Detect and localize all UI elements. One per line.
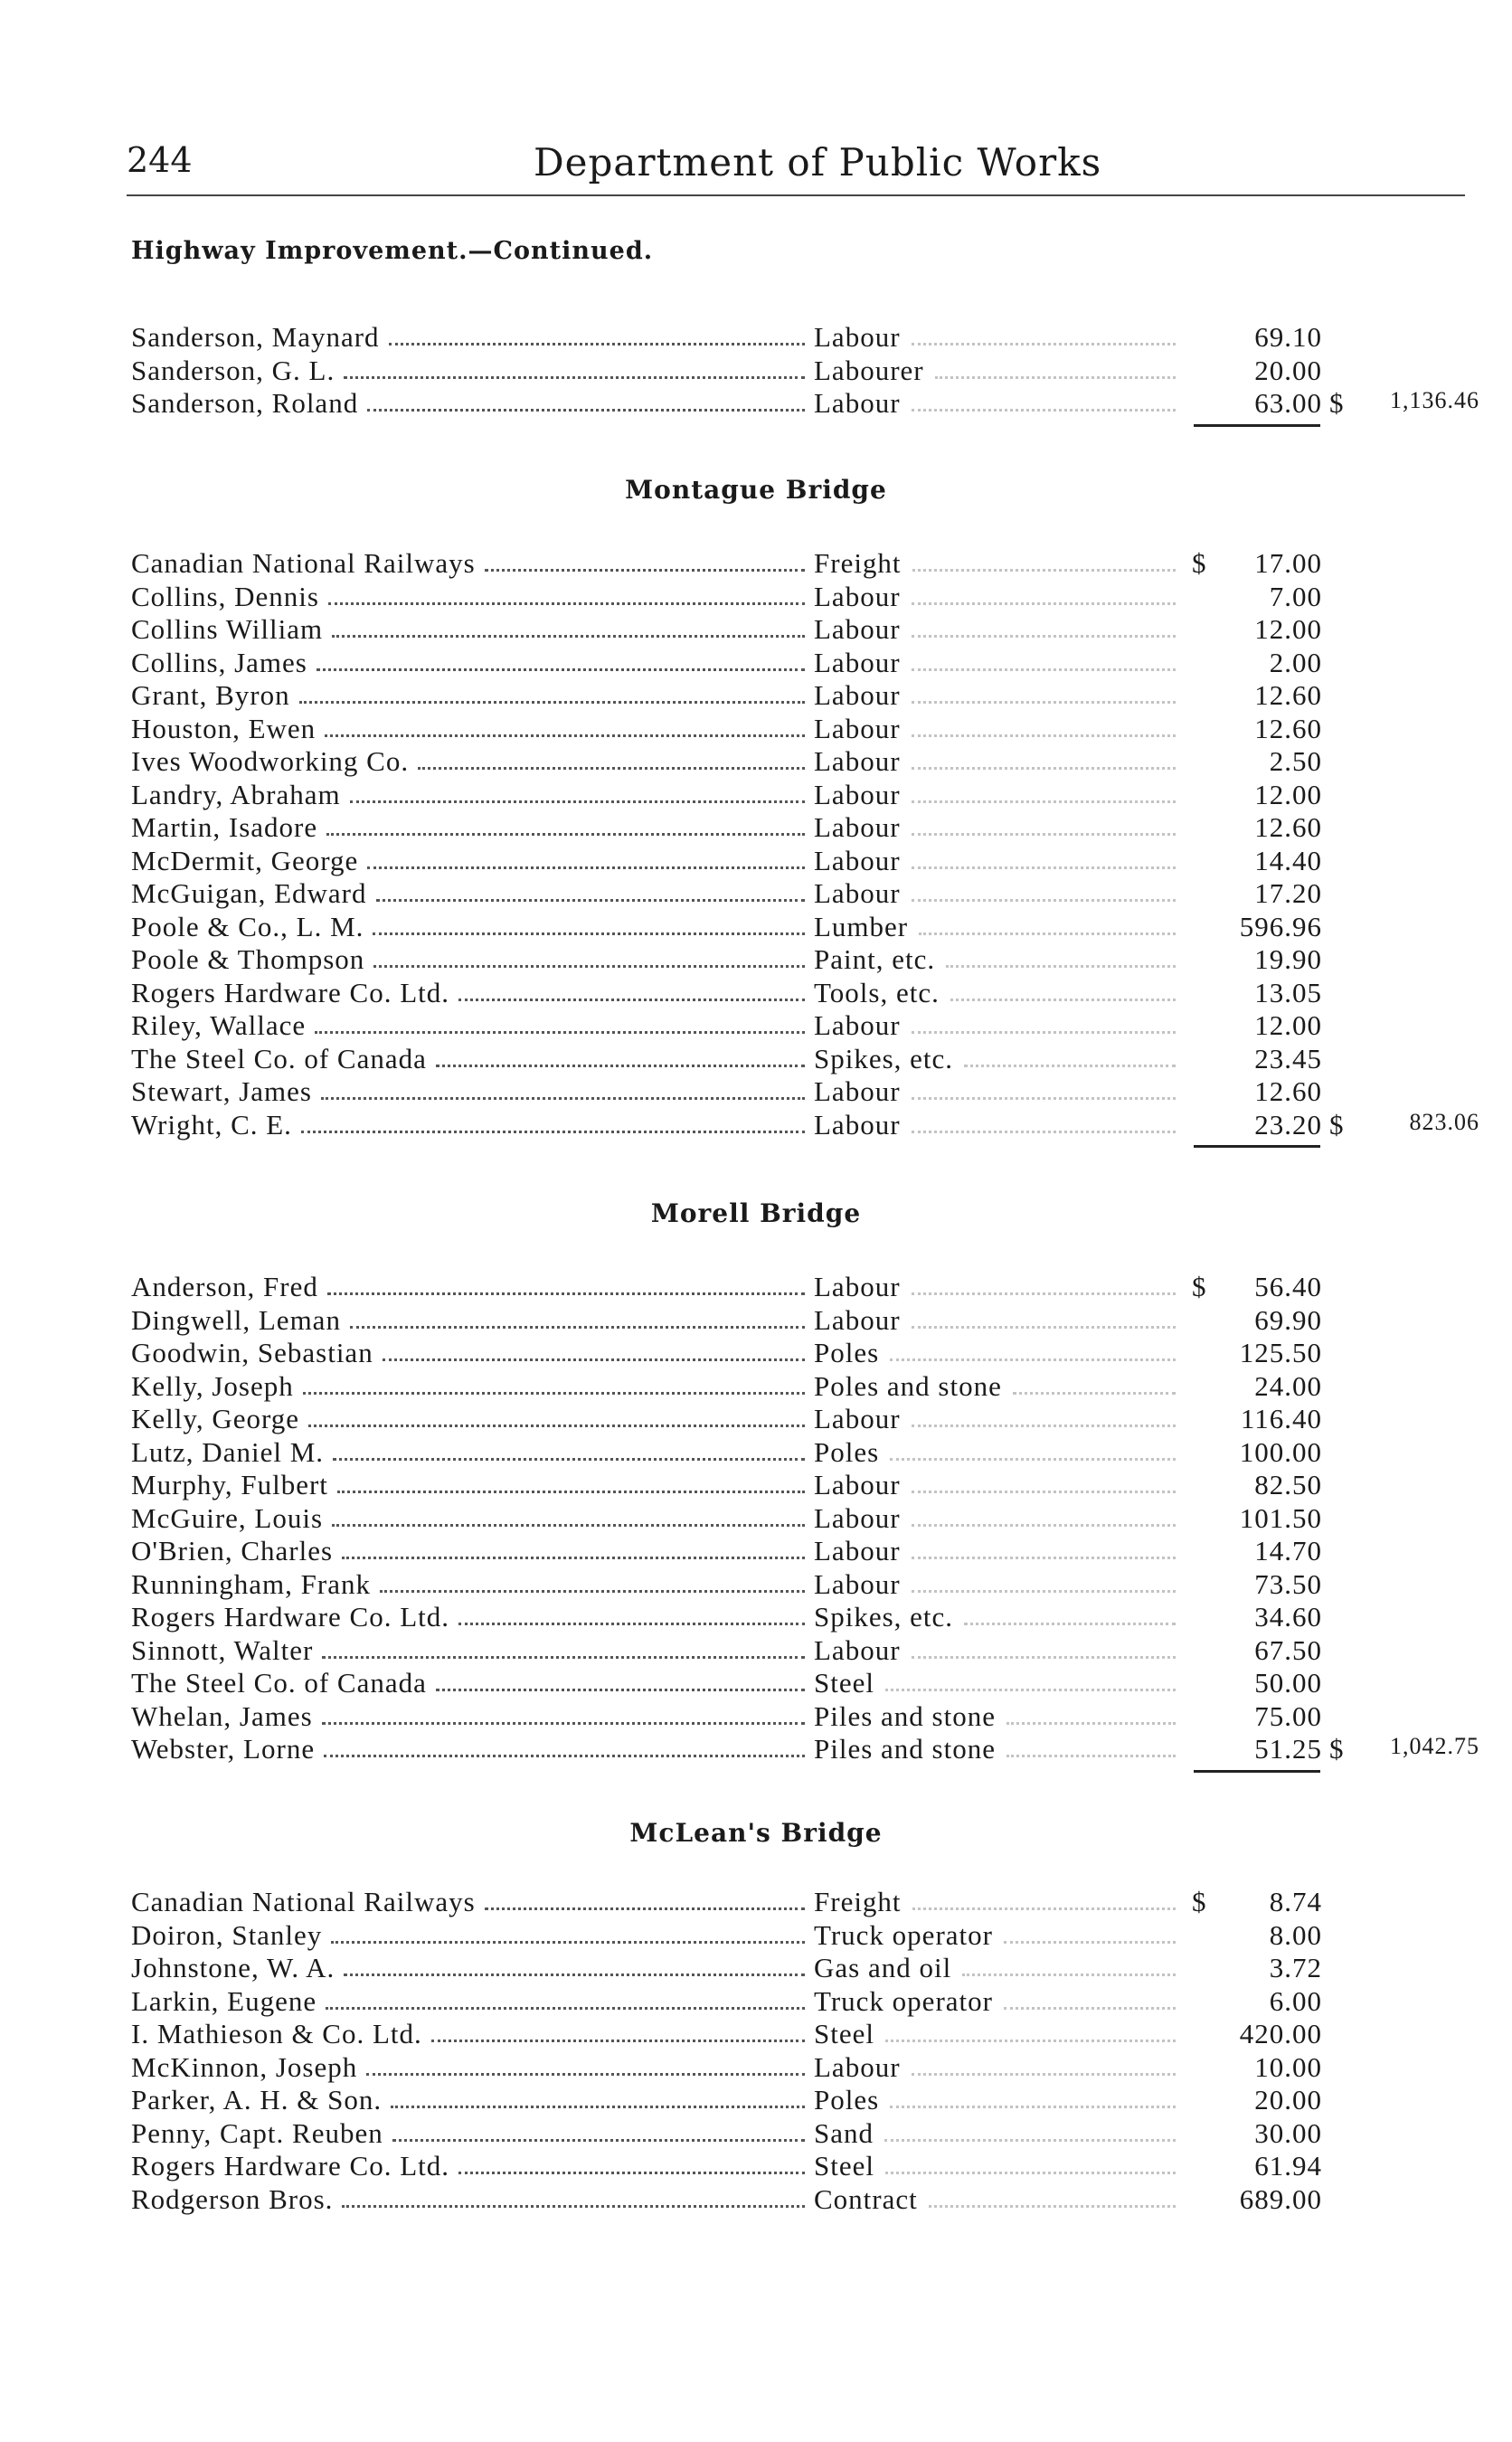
dot-leader xyxy=(885,2172,1176,2174)
page-number: 244 xyxy=(127,140,193,180)
dot-leader xyxy=(885,2040,1176,2042)
total-rule xyxy=(1194,424,1320,427)
dot-leader xyxy=(303,1392,805,1395)
section-total: 1,042.75 xyxy=(1390,1733,1479,1759)
payee-name: McDermit, George xyxy=(131,844,359,876)
dot-leader xyxy=(344,376,805,379)
ledger-row xyxy=(0,321,1512,354)
amount-value: 125.50 xyxy=(1239,1337,1322,1368)
amount-value: 12.60 xyxy=(1254,712,1322,744)
expense-item: Labour xyxy=(814,646,901,678)
ledger-row xyxy=(0,647,1512,679)
ledger-row xyxy=(0,1403,1512,1435)
ledger-row xyxy=(0,2117,1512,2150)
payee-name: Rogers Hardware Co. Ltd. xyxy=(131,2150,449,2182)
expense-item: Labour xyxy=(814,1535,901,1566)
expense-item: Labour xyxy=(814,387,901,419)
dot-leader xyxy=(333,1458,805,1461)
payee-name: Johnstone, W. A. xyxy=(131,1952,335,1983)
amount-value: 14.70 xyxy=(1254,1535,1322,1566)
amount-value: 20.00 xyxy=(1254,2084,1322,2115)
section-title: Montague Bridge xyxy=(625,475,887,505)
dot-leader xyxy=(912,1131,1176,1133)
ledger-row xyxy=(0,1634,1512,1667)
amount-value: 12.60 xyxy=(1254,811,1322,843)
expense-item: Spikes, etc. xyxy=(814,1042,954,1074)
dot-leader xyxy=(344,1973,805,1976)
ledger-row xyxy=(0,1535,1512,1567)
dot-leader xyxy=(325,734,805,737)
payee-name: The Steel Co. of Canada xyxy=(131,1667,427,1699)
running-title: Department of Public Works xyxy=(534,140,1102,185)
payee-name: Poole & Co., L. M. xyxy=(131,910,364,942)
ledger-row xyxy=(0,1700,1512,1733)
amount-value: 73.50 xyxy=(1254,1567,1322,1600)
dot-leader xyxy=(332,1524,805,1527)
amount-value: 24.00 xyxy=(1254,1369,1322,1402)
payee-name: Sanderson, G. L. xyxy=(131,354,335,386)
dot-leader xyxy=(912,800,1176,803)
dot-leader xyxy=(912,1656,1176,1659)
dot-leader xyxy=(890,2106,1176,2108)
payee-name: Dingwell, Leman xyxy=(131,1303,341,1336)
expense-item: Labour xyxy=(814,778,901,810)
dot-leader xyxy=(317,668,805,671)
ledger-row xyxy=(0,2183,1512,2216)
amount-value: 14.40 xyxy=(1254,844,1322,876)
currency-symbol: $ xyxy=(1192,1886,1207,1917)
expense-item: Poles xyxy=(814,2084,880,2115)
expense-item: Labour xyxy=(814,1501,901,1534)
dot-leader xyxy=(458,2172,805,2174)
payee-name: McGuigan, Edward xyxy=(131,877,367,909)
amount-value: 63.00 xyxy=(1254,387,1322,419)
amount-value: 3.72 xyxy=(1269,1952,1322,1983)
expense-item: Poles xyxy=(814,1337,880,1368)
ledger-row xyxy=(0,581,1512,613)
payee-name: Poole & Thompson xyxy=(131,943,365,975)
dot-leader xyxy=(935,376,1176,379)
ledger-row xyxy=(0,1370,1512,1403)
payee-name: Collins William xyxy=(131,613,324,645)
dot-leader xyxy=(326,833,805,836)
dot-leader xyxy=(367,866,805,869)
expense-item: Labour xyxy=(814,321,901,353)
dot-leader xyxy=(912,1424,1176,1427)
payee-name: Webster, Lorne xyxy=(131,1733,316,1765)
amount-value: 50.00 xyxy=(1254,1667,1322,1699)
amount-value: 12.60 xyxy=(1254,1075,1322,1107)
amount-value: 19.90 xyxy=(1254,943,1322,975)
currency-symbol: $ xyxy=(1329,1108,1345,1141)
payee-name: Canadian National Railways xyxy=(131,547,476,579)
dot-leader xyxy=(912,1326,1176,1329)
dot-leader xyxy=(912,409,1176,412)
dot-leader xyxy=(322,1722,805,1725)
payee-name: Parker, A. H. & Son. xyxy=(131,2084,383,2115)
amount-value: 34.60 xyxy=(1254,1601,1322,1633)
expense-item: Steel xyxy=(814,1667,874,1699)
dot-leader xyxy=(885,1689,1176,1691)
amount-value: 12.00 xyxy=(1254,778,1322,810)
amount-value: 100.00 xyxy=(1239,1435,1322,1468)
amount-value: 17.20 xyxy=(1254,877,1322,909)
ledger-row xyxy=(0,2084,1512,2116)
dot-leader xyxy=(912,569,1176,572)
payee-name: Wright, C. E. xyxy=(131,1108,292,1141)
dot-leader xyxy=(912,1524,1176,1527)
expense-item: Spikes, etc. xyxy=(814,1601,954,1633)
ledger-row xyxy=(0,355,1512,387)
amount-value: 8.74 xyxy=(1269,1886,1322,1917)
dot-leader xyxy=(912,668,1176,671)
expense-item: Piles and stone xyxy=(814,1699,996,1732)
amount-value: 8.00 xyxy=(1269,1918,1322,1951)
payee-name: Murphy, Fulbert xyxy=(131,1469,328,1500)
payee-name: Canadian National Railways xyxy=(131,1886,476,1917)
expense-item: Labour xyxy=(814,613,901,645)
payee-name: O'Brien, Charles xyxy=(131,1535,334,1566)
dot-leader xyxy=(321,1097,805,1100)
dot-leader xyxy=(392,2139,805,2142)
payee-name: Sanderson, Roland xyxy=(131,387,359,419)
section-title: Morell Bridge xyxy=(650,1198,862,1228)
amount-value: 596.96 xyxy=(1239,910,1322,942)
payee-name: Kelly, George xyxy=(131,1403,300,1434)
dot-leader xyxy=(373,932,805,935)
dot-leader xyxy=(929,2205,1176,2208)
total-rule xyxy=(1194,1145,1320,1148)
ledger-row xyxy=(0,613,1512,646)
payee-name: Doiron, Stanley xyxy=(131,1918,323,1951)
expense-item: Labour xyxy=(814,2050,901,2083)
amount-value: 61.94 xyxy=(1254,2150,1322,2182)
dot-leader xyxy=(322,1656,805,1659)
ledger-row xyxy=(0,1109,1512,1141)
payee-name: Stewart, James xyxy=(131,1075,312,1107)
dot-leader xyxy=(308,1424,805,1427)
dot-leader xyxy=(299,701,805,704)
ledger-row xyxy=(0,1919,1512,1952)
ledger-row xyxy=(0,1568,1512,1601)
payee-name: Riley, Wallace xyxy=(131,1009,307,1041)
dot-leader xyxy=(301,1131,805,1133)
payee-name: McKinnon, Joseph xyxy=(131,2050,358,2083)
amount-value: 13.05 xyxy=(1254,976,1322,1008)
ledger-row xyxy=(0,877,1512,910)
amount-value: 82.50 xyxy=(1254,1469,1322,1500)
dot-leader xyxy=(912,1031,1176,1034)
dot-leader xyxy=(912,1907,1176,1910)
payee-name: Houston, Ewen xyxy=(131,712,317,744)
amount-value: 101.50 xyxy=(1239,1501,1322,1534)
ledger-row xyxy=(0,1009,1512,1042)
dot-leader xyxy=(912,833,1176,836)
amount-value: 67.50 xyxy=(1254,1633,1322,1666)
amount-value: 12.00 xyxy=(1254,613,1322,645)
dot-leader xyxy=(890,1358,1176,1361)
dot-leader xyxy=(485,569,805,572)
payee-name: Grant, Byron xyxy=(131,679,290,711)
ledger-row xyxy=(0,2051,1512,2084)
dot-leader xyxy=(950,999,1176,1001)
amount-value: 420.00 xyxy=(1239,2018,1322,2049)
currency-symbol: $ xyxy=(1192,547,1207,579)
payee-name: Rogers Hardware Co. Ltd. xyxy=(131,976,449,1008)
ledger-row xyxy=(0,977,1512,1009)
expense-item: Paint, etc. xyxy=(814,943,936,975)
dot-leader xyxy=(383,1358,805,1361)
ledger-row xyxy=(0,811,1512,844)
expense-item: Steel xyxy=(814,2018,874,2049)
dot-leader xyxy=(962,1973,1176,1976)
ledger-row xyxy=(0,2018,1512,2050)
dot-leader xyxy=(376,899,805,902)
ledger-row xyxy=(0,845,1512,877)
dot-leader xyxy=(389,343,805,345)
expense-item: Sand xyxy=(814,2116,874,2149)
dot-leader xyxy=(912,701,1176,704)
payee-name: McGuire, Louis xyxy=(131,1501,324,1534)
ledger-row xyxy=(0,713,1512,745)
dot-leader xyxy=(912,1557,1176,1559)
dot-leader xyxy=(1004,2007,1176,2010)
expense-item: Labour xyxy=(814,1303,901,1336)
amount-value: 56.40 xyxy=(1254,1271,1322,1302)
dot-leader xyxy=(912,866,1176,869)
expense-item: Contract xyxy=(814,2182,918,2215)
dot-leader xyxy=(912,343,1176,345)
dot-leader xyxy=(337,1491,805,1493)
expense-item: Poles xyxy=(814,1435,880,1468)
amount-value: 69.10 xyxy=(1254,321,1322,353)
dot-leader xyxy=(1006,1722,1176,1725)
dot-leader xyxy=(324,1755,805,1757)
ledger-row xyxy=(0,1337,1512,1369)
amount-value: 12.60 xyxy=(1254,679,1322,711)
dot-leader xyxy=(367,409,805,412)
expense-item: Labour xyxy=(814,679,901,711)
expense-item: Labour xyxy=(814,1633,901,1666)
expense-item: Steel xyxy=(814,2150,874,2182)
payee-name: Larkin, Eugene xyxy=(131,1984,317,2017)
ledger-row xyxy=(0,1952,1512,1984)
payee-name: Runningham, Frank xyxy=(131,1567,371,1600)
ledger-row xyxy=(0,911,1512,943)
amount-value: 51.25 xyxy=(1254,1733,1322,1765)
amount-value: 12.00 xyxy=(1254,1009,1322,1041)
dot-leader xyxy=(912,1097,1176,1100)
dot-leader xyxy=(1006,1755,1176,1757)
amount-value: 69.90 xyxy=(1254,1303,1322,1336)
section-total: 1,136.46 xyxy=(1390,387,1479,413)
section-total: 823.06 xyxy=(1409,1108,1479,1135)
ledger-row xyxy=(0,943,1512,976)
amount-value: 20.00 xyxy=(1254,354,1322,386)
amount-value: 7.00 xyxy=(1269,580,1322,612)
expense-item: Labour xyxy=(814,580,901,612)
expense-item: Freight xyxy=(814,1886,902,1917)
amount-value: 2.50 xyxy=(1269,745,1322,777)
expense-item: Lumber xyxy=(814,910,909,942)
payee-name: Goodwin, Sebastian xyxy=(131,1337,373,1368)
dot-leader xyxy=(380,1590,805,1593)
page-header xyxy=(127,140,1465,196)
currency-symbol: $ xyxy=(1329,1733,1345,1765)
amount-value: 116.40 xyxy=(1240,1403,1322,1434)
expense-item: Labour xyxy=(814,844,901,876)
expense-item: Labour xyxy=(814,877,901,909)
dot-leader xyxy=(912,899,1176,902)
ledger-row xyxy=(0,745,1512,778)
payee-name: Lutz, Daniel M. xyxy=(131,1435,325,1468)
ledger-row xyxy=(0,387,1512,420)
expense-item: Piles and stone xyxy=(814,1733,996,1765)
dot-leader xyxy=(331,1941,805,1944)
expense-item: Labour xyxy=(814,1403,901,1434)
dot-leader xyxy=(964,1065,1176,1067)
expense-item: Labour xyxy=(814,1271,901,1302)
payee-name: Sinnott, Walter xyxy=(131,1633,314,1666)
dot-leader xyxy=(912,1292,1176,1295)
dot-leader xyxy=(328,602,805,605)
payee-name: Collins, James xyxy=(131,646,307,678)
payee-name: Rodgerson Bros. xyxy=(131,2182,334,2215)
expense-item: Labour xyxy=(814,1108,901,1141)
dot-leader xyxy=(912,635,1176,638)
ledger-row xyxy=(0,779,1512,811)
ledger-row xyxy=(0,1601,1512,1633)
ledger-row xyxy=(0,1985,1512,2018)
amount-value: 689.00 xyxy=(1239,2182,1322,2215)
dot-leader xyxy=(342,2205,805,2208)
ledger-row xyxy=(0,1886,1512,1918)
dot-leader xyxy=(350,1326,805,1329)
ledger-row xyxy=(0,679,1512,712)
expense-item: Freight xyxy=(814,547,902,579)
expense-item: Gas and oil xyxy=(814,1952,952,1983)
dot-leader xyxy=(436,1065,805,1067)
dot-leader xyxy=(458,1623,805,1625)
payee-name: I. Mathieson & Co. Ltd. xyxy=(131,2018,422,2049)
dot-leader xyxy=(912,734,1176,737)
dot-leader xyxy=(391,2106,805,2108)
amount-value: 23.45 xyxy=(1254,1042,1322,1074)
payee-name: Kelly, Joseph xyxy=(131,1369,294,1402)
dot-leader xyxy=(919,932,1176,935)
section-title: McLean's Bridge xyxy=(629,1818,883,1848)
dot-leader xyxy=(373,965,805,968)
amount-value: 6.00 xyxy=(1269,1984,1322,2017)
expense-item: Truck operator xyxy=(814,1918,993,1951)
payee-name: The Steel Co. of Canada xyxy=(131,1042,427,1074)
dot-leader xyxy=(912,602,1176,605)
expense-item: Labourer xyxy=(814,354,924,386)
ledger-row xyxy=(0,1304,1512,1337)
total-rule xyxy=(1194,1770,1320,1773)
dot-leader xyxy=(912,1590,1176,1593)
amount-value: 17.00 xyxy=(1254,547,1322,579)
expense-item: Labour xyxy=(814,1469,901,1500)
dot-leader xyxy=(485,1907,805,1910)
dot-leader xyxy=(431,2040,805,2042)
dot-leader xyxy=(912,767,1176,770)
ledger-row xyxy=(0,1469,1512,1501)
dot-leader xyxy=(912,2073,1176,2076)
dot-leader xyxy=(315,1031,805,1034)
ledger-row xyxy=(0,1075,1512,1108)
dot-leader xyxy=(326,2007,805,2010)
payee-name: Martin, Isadore xyxy=(131,811,318,843)
section-continued-heading: Highway Improvement.—Continued. xyxy=(131,237,654,265)
ledger-row xyxy=(0,1043,1512,1075)
expense-item: Poles and stone xyxy=(814,1369,1002,1402)
payee-name: Landry, Abraham xyxy=(131,778,341,810)
expense-item: Labour xyxy=(814,1567,901,1600)
ledger-row xyxy=(0,1502,1512,1535)
dot-leader xyxy=(1013,1392,1176,1395)
ledger-row xyxy=(0,547,1512,580)
dot-leader xyxy=(884,2139,1176,2142)
amount-value: 30.00 xyxy=(1254,2116,1322,2149)
dot-leader xyxy=(458,999,805,1001)
ledger-row xyxy=(0,1271,1512,1303)
dot-leader xyxy=(366,2073,805,2076)
dot-leader xyxy=(332,635,805,638)
ledger-row xyxy=(0,1667,1512,1699)
dot-leader xyxy=(342,1557,805,1559)
dot-leader xyxy=(912,1491,1176,1493)
payee-name: Whelan, James xyxy=(131,1699,313,1732)
expense-item: Labour xyxy=(814,1075,901,1107)
dot-leader xyxy=(350,800,805,803)
payee-name: Anderson, Fred xyxy=(131,1271,318,1302)
expense-item: Tools, etc. xyxy=(814,976,940,1008)
dot-leader xyxy=(946,965,1176,968)
ledger-row xyxy=(0,1733,1512,1765)
payee-name: Penny, Capt. Reuben xyxy=(131,2116,383,2149)
currency-symbol: $ xyxy=(1329,387,1345,419)
expense-item: Truck operator xyxy=(814,1984,993,2017)
dot-leader xyxy=(436,1689,805,1691)
expense-item: Labour xyxy=(814,712,901,744)
payee-name: Ives Woodworking Co. xyxy=(131,745,410,777)
dot-leader xyxy=(964,1623,1176,1625)
ledger-row xyxy=(0,1436,1512,1469)
currency-symbol: $ xyxy=(1192,1271,1207,1302)
dot-leader xyxy=(418,767,805,770)
payee-name: Rogers Hardware Co. Ltd. xyxy=(131,1601,449,1633)
dot-leader xyxy=(327,1292,805,1295)
amount-value: 75.00 xyxy=(1254,1699,1322,1732)
payee-name: Sanderson, Maynard xyxy=(131,321,380,353)
expense-item: Labour xyxy=(814,745,901,777)
amount-value: 10.00 xyxy=(1254,2050,1322,2083)
expense-item: Labour xyxy=(814,1009,901,1041)
expense-item: Labour xyxy=(814,811,901,843)
amount-value: 2.00 xyxy=(1269,646,1322,678)
payee-name: Collins, Dennis xyxy=(131,580,319,612)
ledger-row xyxy=(0,2150,1512,2182)
amount-value: 23.20 xyxy=(1254,1108,1322,1141)
dot-leader xyxy=(1004,1941,1176,1944)
dot-leader xyxy=(890,1458,1176,1461)
